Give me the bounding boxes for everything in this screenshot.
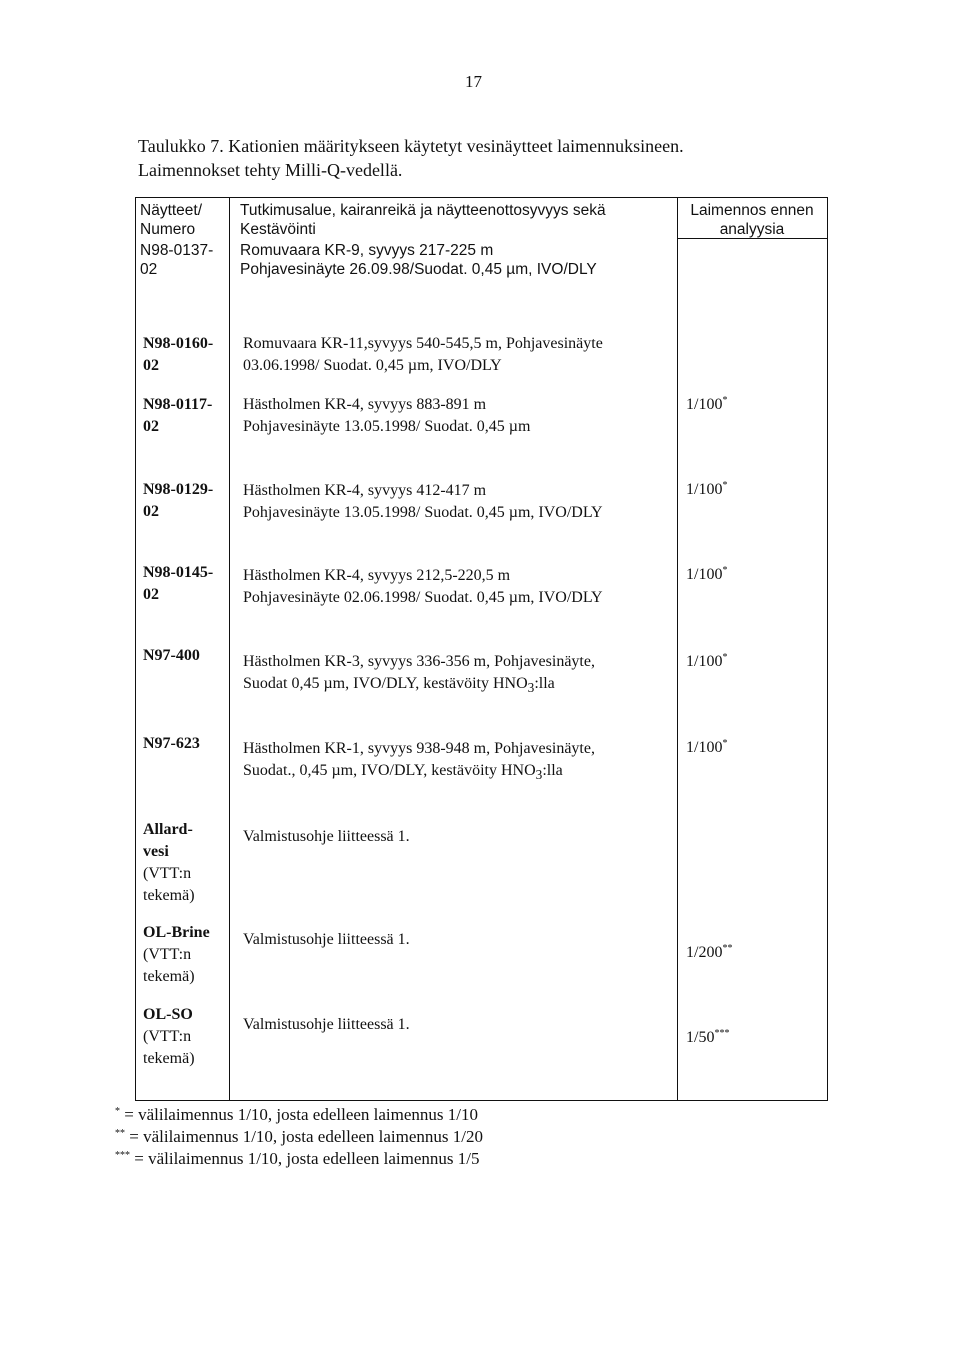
dilution-text: 1/50 <box>686 1029 715 1046</box>
footnote-mark: * <box>115 1106 120 1117</box>
description-line: Hästholmen KR-4, syvyys 883-891 m <box>243 396 487 413</box>
sample-description <box>243 1014 410 1036</box>
description-line: Pohjavesinäyte 13.05.1998/ Suodat. 0,45 µm, IVO/DLY <box>243 504 603 521</box>
sample-description <box>243 333 603 377</box>
sample-id-line: OL-SO <box>143 1006 193 1023</box>
sample-id-line: vesi <box>143 843 169 860</box>
dilution-value <box>686 564 727 586</box>
description-line: Valmistusohje liitteessä 1. <box>243 1016 410 1033</box>
sample-id-line: N98-0137- <box>140 242 214 259</box>
description-line: Romuvaara KR-11,syvyys 540-545,5 m, Pohjavesinäyte <box>243 335 603 352</box>
dilution-footnote-mark: * <box>722 652 728 663</box>
dilution-value <box>686 479 727 501</box>
sample-description <box>243 480 603 524</box>
description-line <box>243 673 595 699</box>
sample-id-line: 02 <box>143 418 159 435</box>
sample-id <box>143 819 195 907</box>
dilution-value <box>686 737 727 759</box>
dilution-footnote-mark: * <box>722 395 728 406</box>
dilution-value <box>686 651 727 673</box>
header-description-line-2: Kestävöinti <box>240 221 316 238</box>
sample-id-line: tekemä) <box>143 887 195 904</box>
caption-line-1: Taulukko 7. Kationien määritykseen käytetyt vesinäytteet laimennuksineen. <box>138 136 684 156</box>
sample-id <box>143 922 210 988</box>
description-line <box>243 760 595 786</box>
dilution-value <box>686 394 727 416</box>
dilution-footnote-mark: * <box>722 565 728 576</box>
sample-id <box>143 394 212 438</box>
header-sample-id <box>140 201 202 239</box>
description-line: Hästholmen KR-1, syvyys 938-948 m, Pohjavesinäyte, <box>243 740 595 757</box>
sample-description <box>243 929 410 951</box>
dilution-text: 1/100 <box>686 566 723 583</box>
sample-id-line: (VTT:n <box>143 865 192 882</box>
header-description <box>240 201 606 239</box>
sample-id-line: N98-0160- <box>143 335 214 352</box>
sample-id-line: 02 <box>140 261 158 278</box>
sample-id <box>143 733 200 755</box>
sample-description <box>243 738 595 786</box>
sample-id-line: 02 <box>143 357 159 374</box>
description-text: Suodat 0,45 µm, IVO/DLY, kestävöity HNO <box>243 675 528 692</box>
sample-id-line: N97-400 <box>143 647 200 664</box>
description-text: Suodat., 0,45 µm, IVO/DLY, kestävöity HNO <box>243 762 536 779</box>
sample-id-line: Allard- <box>143 821 193 838</box>
dilution-text: 1/200 <box>686 944 723 961</box>
footnote-line <box>115 1148 483 1170</box>
subscript: 3 <box>535 767 543 783</box>
footnote-mark: ** <box>115 1128 125 1139</box>
description-line: Pohjavesinäyte 02.06.1998/ Suodat. 0,45 µm, IVO/DLY <box>243 589 603 606</box>
column-divider-2 <box>677 197 678 1101</box>
header-description-line-1: Tutkimusalue, kairanreikä ja näytteenottosyvyys sekä <box>240 202 606 219</box>
description-line: Valmistusohje liitteessä 1. <box>243 931 410 948</box>
sample-id <box>140 241 213 279</box>
sample-id <box>143 479 213 523</box>
dilution-footnote-mark: ** <box>722 943 733 954</box>
description-text: :lla <box>542 762 563 779</box>
dilution-value <box>686 1027 729 1049</box>
sample-id-line: N98-0117- <box>143 396 213 413</box>
description-text: :lla <box>534 675 555 692</box>
table-border-right <box>827 197 828 1101</box>
sample-id-line: OL-Brine <box>143 924 210 941</box>
footnotes <box>115 1104 483 1170</box>
sample-id-line: N97-623 <box>143 735 200 752</box>
sample-id-line: tekemä) <box>143 968 195 985</box>
sample-description <box>243 651 595 699</box>
description-line: Hästholmen KR-3, syvyys 336-356 m, Pohjavesinäyte, <box>243 653 595 670</box>
sample-id-line: tekemä) <box>143 1050 195 1067</box>
footnote-text: = välilaimennus 1/10, josta edelleen laimennus 1/5 <box>130 1149 480 1168</box>
table-border-left <box>135 197 136 1101</box>
sample-id-line: N98-0129- <box>143 481 214 498</box>
dilution-footnote-mark: * <box>722 480 728 491</box>
description-line: Romuvaara KR-9, syvyys 217-225 m <box>240 242 494 259</box>
sample-id-line: (VTT:n <box>143 946 192 963</box>
dilution-footnote-mark: * <box>722 738 728 749</box>
sample-id <box>143 1004 195 1070</box>
sample-id-line: 02 <box>143 503 159 520</box>
dilution-value <box>686 942 732 964</box>
footnote-line <box>115 1126 483 1148</box>
sample-description <box>243 394 530 438</box>
table-border-bottom <box>135 1100 828 1101</box>
sample-id <box>143 645 200 667</box>
footnote-line <box>115 1104 483 1126</box>
sample-id-line: (VTT:n <box>143 1028 192 1045</box>
caption-line-2: Laimennokset tehty Milli-Q-vedellä. <box>138 160 403 180</box>
description-line: Valmistusohje liitteessä 1. <box>243 828 410 845</box>
sample-id <box>143 333 213 377</box>
footnote-mark: *** <box>115 1150 130 1161</box>
dilution-text: 1/100 <box>686 396 723 413</box>
sample-id-line: 02 <box>143 586 159 603</box>
footnote-text: = välilaimennus 1/10, josta edelleen laimennus 1/10 <box>120 1105 479 1124</box>
sample-description <box>243 826 410 848</box>
subscript: 3 <box>527 680 535 696</box>
dilution-text: 1/100 <box>686 739 723 756</box>
dilution-footnote-mark: *** <box>714 1028 730 1039</box>
table-border-top <box>135 197 828 198</box>
header-dilution-line-2: analyysia <box>719 221 785 238</box>
description-line: Pohjavesinäyte 13.05.1998/ Suodat. 0,45 µm <box>243 418 531 435</box>
footnote-text: = välilaimennus 1/10, josta edelleen laimennus 1/20 <box>125 1127 484 1146</box>
page-number: 17 <box>465 72 482 91</box>
sample-id-line: N98-0145- <box>143 564 214 581</box>
header-sample-id-line-1: Näytteet/ <box>140 202 203 219</box>
header-dilution-line-1: Laimennos ennen <box>690 202 814 219</box>
sample-id <box>143 562 213 606</box>
dilution-text: 1/100 <box>686 653 723 670</box>
header-sample-id-line-2: Numero <box>140 221 196 238</box>
table-caption <box>138 134 684 182</box>
dilution-text: 1/100 <box>686 481 723 498</box>
description-line: Pohjavesinäyte 26.09.98/Suodat. 0,45 µm, IVO/DLY <box>240 261 597 278</box>
sample-description <box>243 565 603 609</box>
description-line: Hästholmen KR-4, syvyys 212,5-220,5 m <box>243 567 511 584</box>
header-dilution <box>678 201 826 239</box>
description-line: 03.06.1998/ Suodat. 0,45 µm, IVO/DLY <box>243 357 502 374</box>
sample-description <box>240 241 597 279</box>
description-line: Hästholmen KR-4, syvyys 412-417 m <box>243 482 487 499</box>
column-divider-1 <box>229 197 230 1101</box>
